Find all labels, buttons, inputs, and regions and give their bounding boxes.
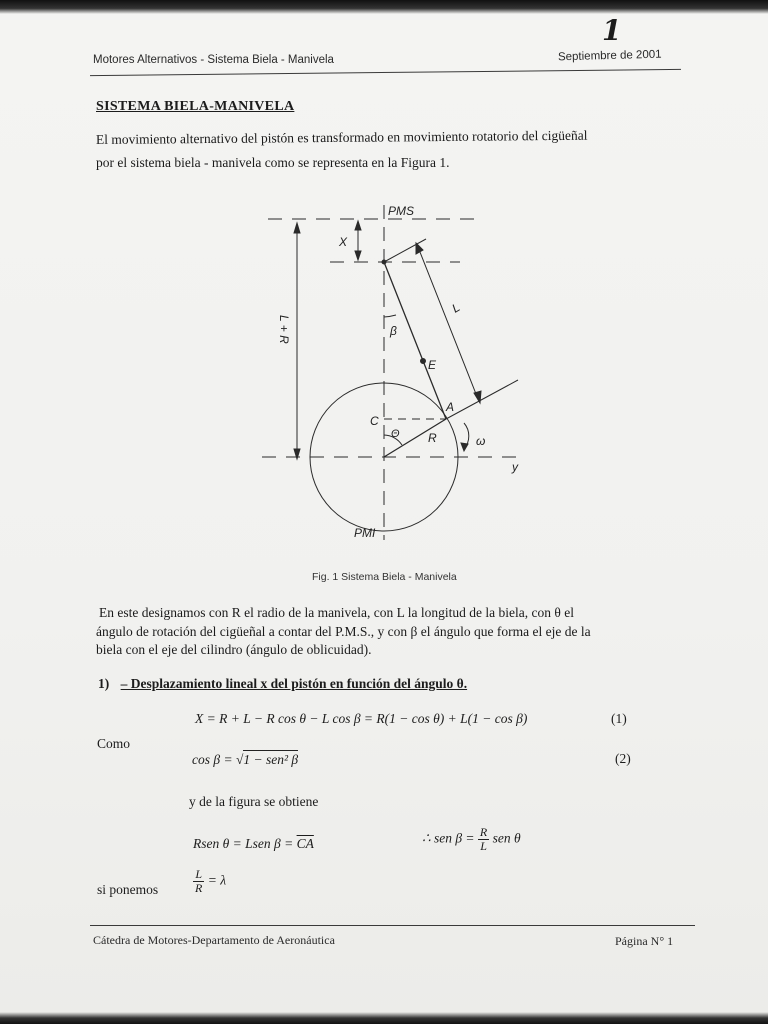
label-l: L — [449, 300, 463, 316]
dim-l — [418, 247, 478, 399]
figure-caption: Fig. 1 Sistema Biela - Manivela — [312, 571, 457, 583]
equation-2-number: (2) — [615, 751, 631, 766]
label-e: E — [428, 358, 437, 372]
equation-3 — [193, 836, 314, 852]
eq3-ca: $\overline{CA}$ — [296, 836, 314, 851]
label-l-plus-r: L + R — [277, 315, 291, 344]
crank-extension — [446, 380, 518, 419]
equation-1-number: (1) — [611, 711, 627, 726]
description-line-3: biela con el eje del cilindro (ángulo de oblicuidad). — [96, 642, 372, 657]
header-rule — [90, 69, 681, 76]
equation-2 — [192, 752, 298, 768]
equation-1: X = R + L − R cos θ − L cos β = R(1 − cos θ) + L(1 − cos β) — [195, 711, 528, 726]
label-pms: PMS — [388, 204, 415, 218]
equation-4 — [422, 826, 521, 853]
eq4-numerator: R — [479, 825, 488, 839]
footer-left: Cátedra de Motores-Departamento de Aeronáutica — [93, 933, 335, 947]
header-left: Motores Alternativos - Sistema Biela - Manivela — [93, 54, 334, 66]
crank-diagram — [250, 195, 550, 555]
label-x: X — [339, 235, 348, 249]
como-label: Como — [97, 736, 131, 751]
label-y: y — [512, 460, 518, 474]
page-title: SISTEMA BIELA-MANIVELA — [96, 99, 295, 114]
scan-top-edge — [0, 0, 768, 14]
header-right: Septiembre de 2001 — [557, 48, 662, 64]
eq5-denominator: R — [195, 881, 203, 895]
section-heading — [98, 676, 467, 692]
eq3-text: Rsen θ = Lsen β = — [193, 836, 297, 851]
eq4-lhs: ∴ sen β = — [422, 830, 478, 846]
label-beta: β — [390, 324, 397, 338]
eq2-lhs: cos β = — [192, 752, 236, 767]
scan-bottom-edge — [0, 1012, 768, 1024]
label-a: A — [446, 400, 455, 414]
eq4-fraction — [478, 826, 489, 853]
section-number: 1) — [98, 676, 110, 691]
figura-text: y de la figura se obtiene — [189, 794, 319, 809]
description-line-2: ángulo de rotación del cigüeñal a contar del P.M.S., y con β el ángulo que forma el eje de la — [96, 624, 591, 639]
equation-5 — [193, 868, 226, 895]
eq5-fraction — [193, 868, 204, 895]
beta-arc — [384, 315, 396, 317]
section-title: – Desplazamiento lineal x del pistón en función del ángulo θ. — [120, 676, 468, 691]
eq4-denominator: L — [480, 839, 487, 853]
eq5-rhs: = λ — [207, 872, 227, 888]
si-ponemos-label: si ponemos — [97, 882, 159, 897]
label-c: C — [370, 414, 379, 428]
eq4-rhs: sen θ — [492, 830, 521, 846]
label-omega: ω — [476, 434, 486, 448]
label-theta: Θ — [391, 428, 400, 440]
eq2-radicand: 1 − sen² β — [243, 752, 299, 767]
page-mark-handwritten: 1 — [602, 14, 622, 47]
sqrt-sign: √ — [235, 752, 244, 767]
intro-line-1: El movimiento alternativo del pistón es transformado en movimiento rotatorio del cigüeñal — [95, 127, 588, 147]
connecting-rod — [384, 262, 446, 419]
eq5-numerator: L — [193, 868, 204, 882]
label-pmi: PMI — [354, 526, 376, 540]
footer-right: Página N° 1 — [615, 934, 674, 948]
intro-line-2: por el sistema biela - manivela como se representa en la Figura 1. — [96, 155, 450, 170]
label-r: R — [428, 431, 437, 445]
e-point — [421, 359, 426, 364]
footer-rule — [90, 925, 695, 926]
description-line-1: En este designamos con R el radio de la manivela, con L la longitud de la biela, con θ el — [99, 605, 574, 620]
